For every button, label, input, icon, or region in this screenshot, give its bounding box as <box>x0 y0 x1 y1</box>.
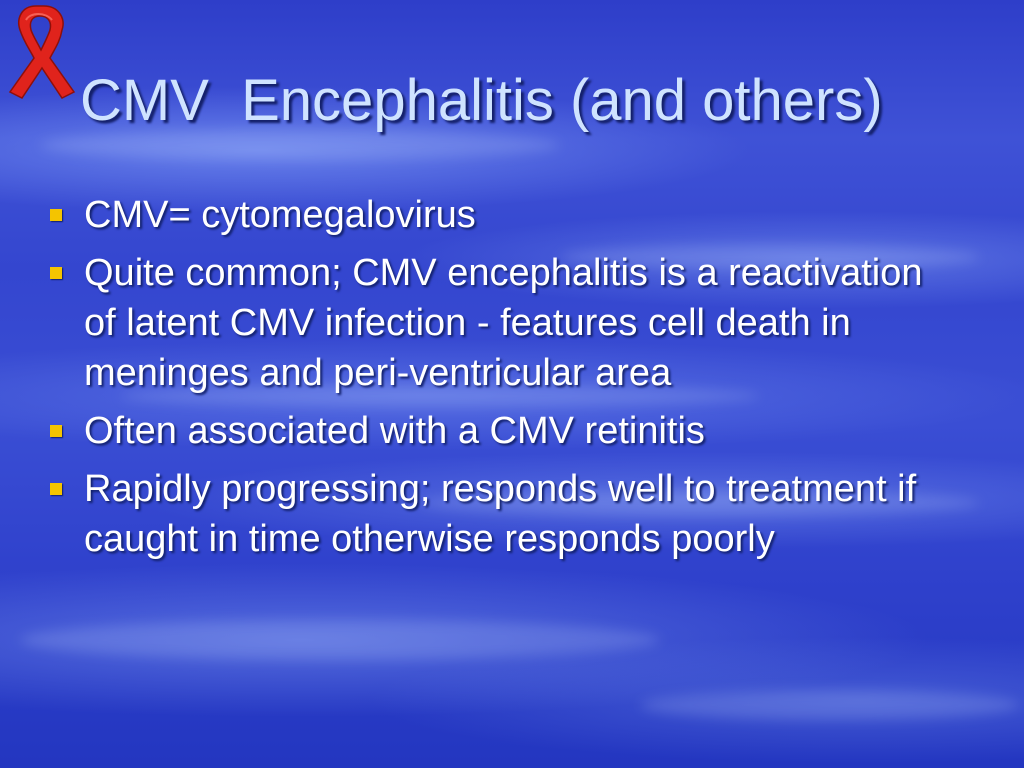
bullet-text: Often associated with a CMV retinitis <box>84 410 705 452</box>
background-cloud-streak <box>640 690 1020 720</box>
square-bullet-icon <box>50 425 62 437</box>
bullet-list <box>46 190 946 572</box>
bullet-text: CMV= cytomegalovirus <box>84 194 476 236</box>
bullet-text: Rapidly progressing; responds well to treatment if caught in time otherwise responds poorly <box>84 468 917 560</box>
bullet-item <box>46 464 946 564</box>
square-bullet-icon <box>50 209 62 221</box>
red-awareness-ribbon-icon <box>0 0 80 100</box>
square-bullet-icon <box>50 483 62 495</box>
background-cloud-streak <box>20 620 660 660</box>
bullet-item <box>46 190 946 240</box>
square-bullet-icon <box>50 267 62 279</box>
bullet-item <box>46 248 946 398</box>
bullet-text: Quite common; CMV encephalitis is a reactivation of latent CMV infection - features cell death in meninges and peri-ventricular area <box>84 252 923 394</box>
slide-title: CMV Encephalitis (and others) <box>80 68 883 133</box>
bullet-item <box>46 406 946 456</box>
